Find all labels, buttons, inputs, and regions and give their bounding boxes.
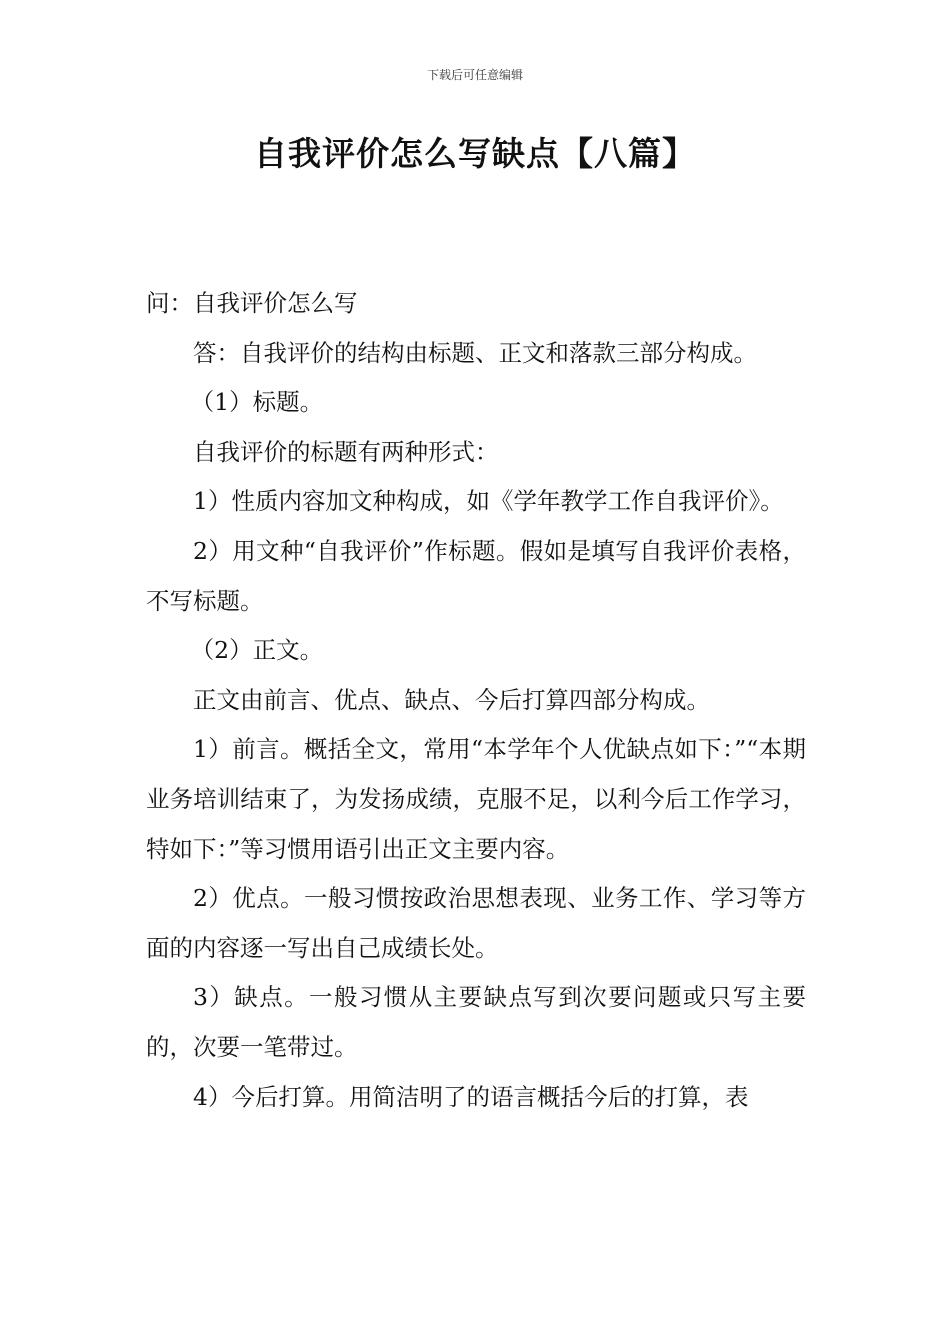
paragraph-weaknesses: 3）缺点。一般习惯从主要缺点写到次要问题或只写主要的，次要一笔带过。 xyxy=(146,983,806,1061)
document-body xyxy=(146,279,806,1122)
paragraph-future-plans: 4）今后打算。用简洁明了的语言概括今后的打算，表 xyxy=(193,1082,749,1111)
paragraph-preface: 1）前言。概括全文，常用“本学年个人优缺点如下：”“本期业务培训结束了，为发扬成绩，克服不足，以利今后工作学习，特如下：”等习惯用语引出正文主要内容。 xyxy=(146,735,806,863)
paragraph-strengths: 2）优点。一般习惯按政治思想表现、业务工作、学习等方面的内容逐一写出自己成绩长处。 xyxy=(146,884,806,962)
paragraph-title-forms: 自我评价的标题有两种形式： xyxy=(193,437,499,466)
paragraph-heading-body: （2）正文。 xyxy=(190,636,324,665)
paragraph-body-parts: 正文由前言、优点、缺点、今后打算四部分构成。 xyxy=(193,685,710,714)
document-title: 自我评价怎么写缺点【八篇】 xyxy=(254,134,696,173)
paragraph-title-form-2: 2）用文种“自我评价”作标题。假如是填写自我评价表格，不写标题。 xyxy=(146,536,806,615)
paragraph-question: 问：自我评价怎么写 xyxy=(146,289,358,317)
paragraph-title-form-1: 1）性质内容加文种构成，如《学年教学工作自我评价》。 xyxy=(193,487,784,516)
paragraph-heading-title: （1）标题。 xyxy=(190,388,324,417)
download-note: 下载后可任意编辑 xyxy=(426,68,523,82)
paragraph-answer: 答：自我评价的结构由标题、正文和落款三部分构成。 xyxy=(193,338,757,367)
